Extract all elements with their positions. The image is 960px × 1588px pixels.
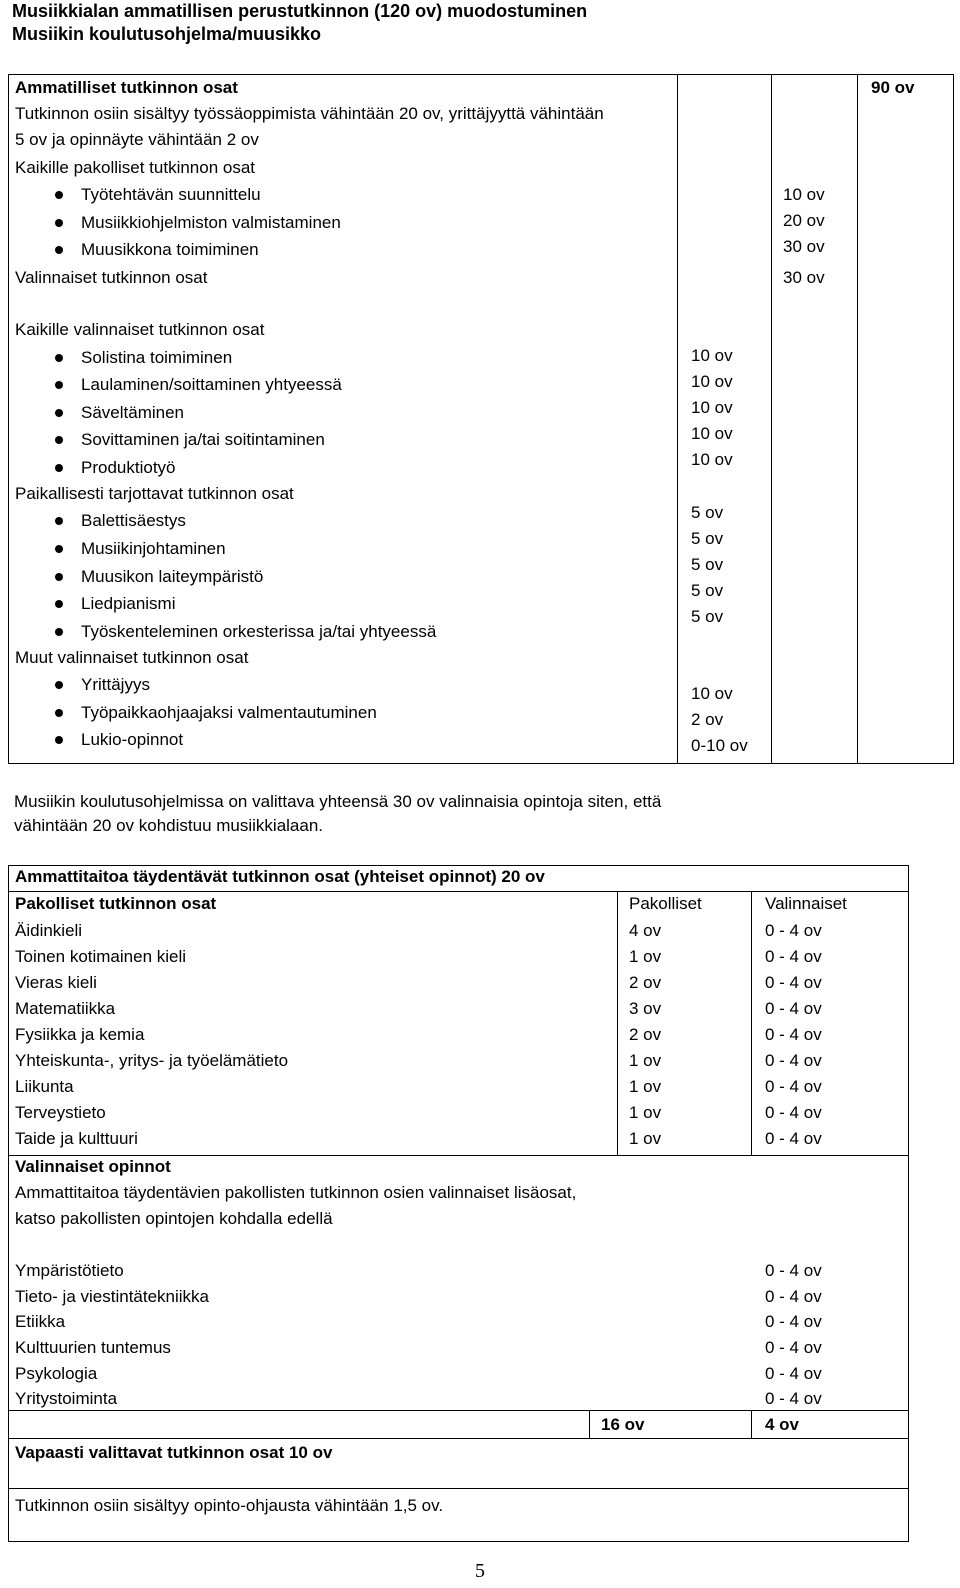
list-item: Muusikon laiteympäristö <box>9 564 263 590</box>
page-heading <box>12 0 587 46</box>
page-number: 5 <box>475 1560 485 1582</box>
table-row: Matematiikka <box>15 999 116 1018</box>
table2-divider <box>751 891 752 1155</box>
guidance-note: Tutkinnon osiin sisältyy opinto-ohjausta vähintään 1,5 ov. <box>15 1496 444 1515</box>
table2-divider <box>751 1410 752 1438</box>
table-cell: 4 ov <box>629 921 662 940</box>
table-row: Vieras kieli <box>15 973 97 992</box>
bullet-icon <box>55 709 63 717</box>
table-cell: 1 ov <box>629 947 662 966</box>
list-item: Solistina toimiminen <box>9 345 232 371</box>
table-row: Etiikka <box>15 1312 66 1331</box>
list-item: Muusikkona toimiminen <box>9 237 259 263</box>
table1-intro-1: Tutkinnon osiin sisältyy työssäoppimista vähintään 20 ov, yrittäjyyttä vähintään <box>15 104 604 123</box>
bullet-icon <box>55 545 63 553</box>
list-item: Työtehtävän suunnittelu <box>9 182 261 208</box>
local-value: 5 ov <box>691 607 724 626</box>
page-subtitle: Musiikin koulutusohjelma/muusikko <box>12 24 322 44</box>
elective-value: 10 ov <box>691 424 733 443</box>
bullet-icon <box>55 436 63 444</box>
other-value: 0-10 ov <box>691 736 748 755</box>
table-row: Fysiikka ja kemia <box>15 1025 145 1044</box>
bullet-icon <box>55 246 63 254</box>
elective-value: 10 ov <box>691 346 733 365</box>
sum-mandatory: 16 ov <box>601 1415 645 1434</box>
table-cell: 1 ov <box>629 1103 662 1122</box>
all-electives-header: Kaikille valinnaiset tutkinnon osat <box>15 320 265 339</box>
elective-header: Valinnaiset tutkinnon osat <box>15 268 208 287</box>
local-header: Paikallisesti tarjottavat tutkinnon osat <box>15 484 294 503</box>
mandatory-value: 20 ov <box>783 211 825 230</box>
table-cell: 0 - 4 ov <box>765 947 822 966</box>
table-cell: 2 ov <box>629 1025 662 1044</box>
table-row: Äidinkieli <box>15 921 83 940</box>
other-value: 2 ov <box>691 710 724 729</box>
elective-value: 10 ov <box>691 372 733 391</box>
bullet-icon <box>55 354 63 362</box>
mandatory-header: Kaikille pakolliset tutkinnon osat <box>15 158 256 177</box>
electives-note-1: Ammattitaitoa täydentävien pakollisten tutkinnon osien valinnaiset lisäosat, <box>15 1183 577 1202</box>
free-choice: Vapaasti valittavat tutkinnon osat 10 ov <box>15 1443 333 1462</box>
table-cell: 0 - 4 ov <box>765 1287 822 1306</box>
table-cell: 0 - 4 ov <box>765 1389 822 1408</box>
list-item: Työpaikkaohjaajaksi valmentautuminen <box>9 700 377 726</box>
table-row: Ympäristötieto <box>15 1261 124 1280</box>
table2-col-header: Pakolliset tutkinnon osat <box>15 894 217 913</box>
common-studies-table <box>8 865 909 1542</box>
local-value: 5 ov <box>691 581 724 600</box>
table-cell: 0 - 4 ov <box>765 999 822 1018</box>
table-cell: 1 ov <box>629 1051 662 1070</box>
table-cell: 0 - 4 ov <box>765 1364 822 1383</box>
table-cell: 0 - 4 ov <box>765 921 822 940</box>
list-item: Lukio-opinnot <box>9 727 183 753</box>
vocational-units-table <box>8 74 954 764</box>
local-value: 5 ov <box>691 555 724 574</box>
table-cell: 1 ov <box>629 1129 662 1148</box>
list-item: Työskenteleminen orkesterissa ja/tai yhtyeessä <box>9 619 436 645</box>
table-cell: 1 ov <box>629 1077 662 1096</box>
elective-total: 30 ov <box>783 268 825 287</box>
page-title: Musiikkialan ammatillisen perustutkinnon (120 ov) muodostuminen <box>12 1 588 21</box>
list-item: Balettisäestys <box>9 508 186 534</box>
table-cell: 0 - 4 ov <box>765 1025 822 1044</box>
table-cell: 2 ov <box>629 973 662 992</box>
table-row: Yhteiskunta-, yritys- ja työelämätieto <box>15 1051 289 1070</box>
table1-divider-3 <box>857 75 858 763</box>
list-item: Liedpianismi <box>9 591 176 617</box>
table1-divider-2 <box>771 75 772 763</box>
table-row: Taide ja kulttuuri <box>15 1129 138 1148</box>
bullet-icon <box>55 736 63 744</box>
table1-divider-1 <box>677 75 678 763</box>
table-cell: 0 - 4 ov <box>765 1261 822 1280</box>
table2-title: Ammattitaitoa täydentävät tutkinnon osat (yhteiset opinnot) 20 ov <box>15 867 545 886</box>
table2-rule <box>9 1488 908 1489</box>
bullet-icon <box>55 464 63 472</box>
list-item: Musiikinjohtaminen <box>9 536 226 562</box>
table1-title: Ammatilliset tutkinnon osat <box>15 78 238 97</box>
elective-value: 10 ov <box>691 398 733 417</box>
bullet-icon <box>55 191 63 199</box>
other-value: 10 ov <box>691 684 733 703</box>
table-row: Toinen kotimainen kieli <box>15 947 187 966</box>
requirement-note-line: Musiikin koulutusohjelmissa on valittava yhteensä 30 ov valinnaisia opintoja siten, että <box>14 792 662 811</box>
table-cell: 0 - 4 ov <box>765 1338 822 1357</box>
table-row: Terveystieto <box>15 1103 106 1122</box>
table-cell: 0 - 4 ov <box>765 1312 822 1331</box>
mandatory-value: 10 ov <box>783 185 825 204</box>
list-item: Musiikkiohjelmiston valmistaminen <box>9 210 341 236</box>
electives-header: Valinnaiset opinnot <box>15 1157 171 1176</box>
table-cell: 3 ov <box>629 999 662 1018</box>
requirement-note-line: vähintään 20 ov kohdistuu musiikkialaan. <box>14 816 324 835</box>
electives-note-2: katso pakollisten opintojen kohdalla edellä <box>15 1209 333 1228</box>
table2-divider <box>589 1410 590 1438</box>
list-item: Sovittaminen ja/tai soitintaminen <box>9 427 325 453</box>
sum-elective: 4 ov <box>765 1415 800 1434</box>
table-row: Liikunta <box>15 1077 74 1096</box>
bullet-icon <box>55 573 63 581</box>
bullet-icon <box>55 681 63 689</box>
local-value: 5 ov <box>691 529 724 548</box>
table2-divider <box>617 891 618 1155</box>
list-item: Produktiotyö <box>9 455 176 481</box>
table-cell: 0 - 4 ov <box>765 973 822 992</box>
list-item: Laulaminen/soittaminen yhtyeessä <box>9 372 342 398</box>
table-cell: 0 - 4 ov <box>765 1077 822 1096</box>
bullet-icon <box>55 219 63 227</box>
table-cell: 0 - 4 ov <box>765 1103 822 1122</box>
table1-intro-2: 5 ov ja opinnäyte vähintään 2 ov <box>15 130 259 149</box>
elective-value: 10 ov <box>691 450 733 469</box>
table-row: Yritystoiminta <box>15 1389 118 1408</box>
bullet-icon <box>55 409 63 417</box>
table1-total: 90 ov <box>871 78 915 97</box>
table-cell: 0 - 4 ov <box>765 1051 822 1070</box>
table2-rule <box>9 1438 908 1439</box>
table-row: Tieto- ja viestintätekniikka <box>15 1287 210 1306</box>
list-item: Säveltäminen <box>9 400 184 426</box>
local-value: 5 ov <box>691 503 724 522</box>
requirement-note <box>14 790 774 838</box>
mandatory-value: 30 ov <box>783 237 825 256</box>
other-header: Muut valinnaiset tutkinnon osat <box>15 648 249 667</box>
table-row: Kulttuurien tuntemus <box>15 1338 171 1357</box>
bullet-icon <box>55 517 63 525</box>
table-row: Psykologia <box>15 1364 98 1383</box>
bullet-icon <box>55 381 63 389</box>
table2-col-mandatory: Pakolliset <box>629 894 702 913</box>
bullet-icon <box>55 600 63 608</box>
table2-col-elective: Valinnaiset <box>765 894 847 913</box>
list-item: Yrittäjyys <box>9 672 150 698</box>
bullet-icon <box>55 628 63 636</box>
table-cell: 0 - 4 ov <box>765 1129 822 1148</box>
